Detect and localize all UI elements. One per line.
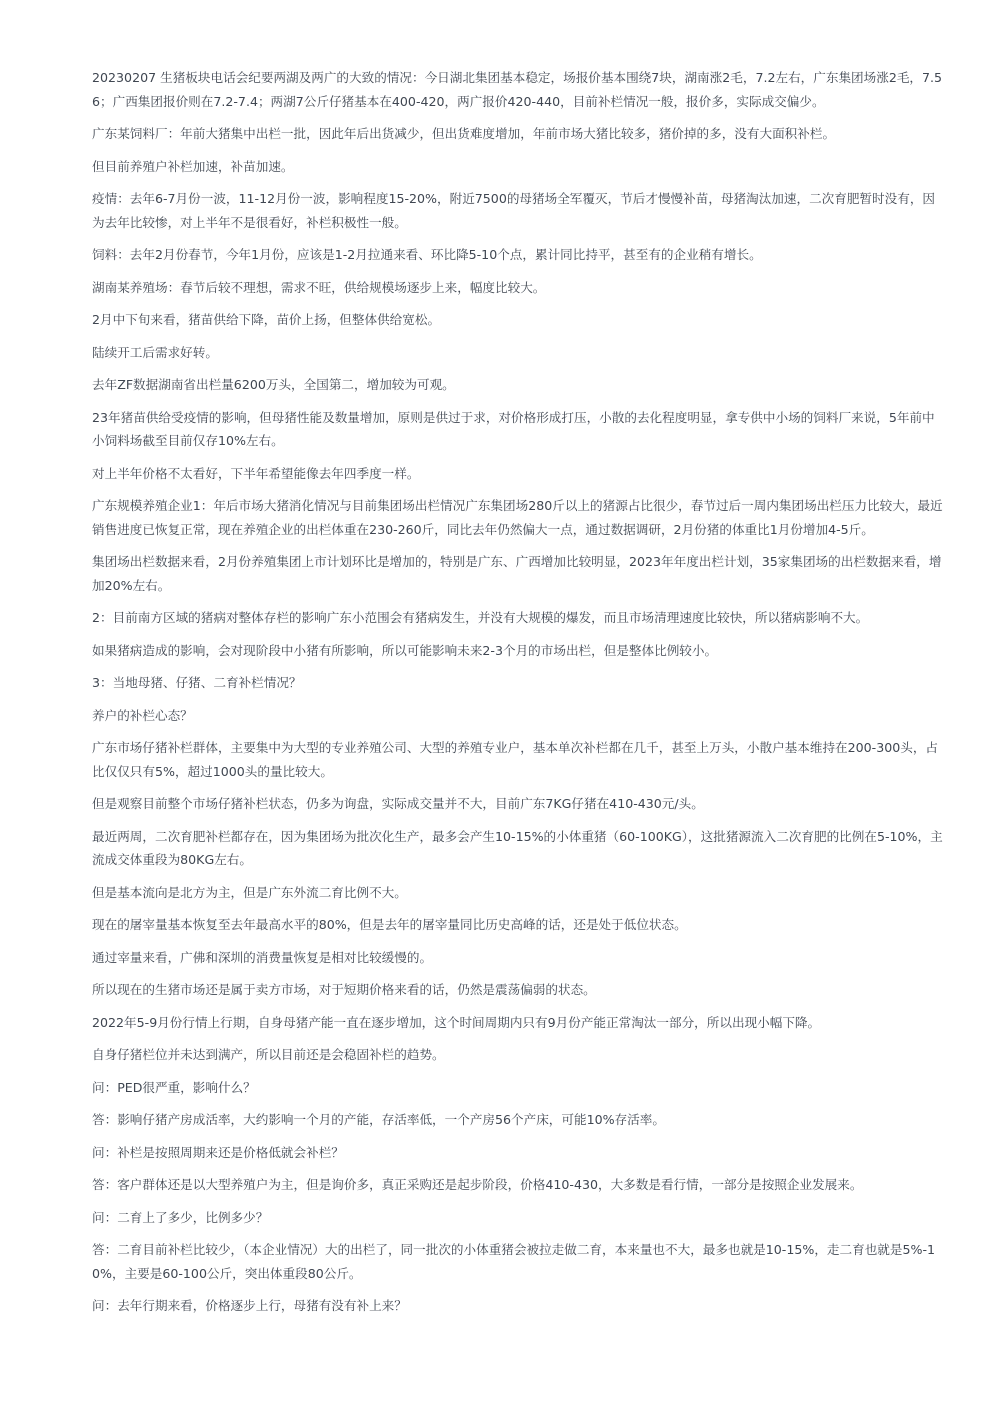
paragraph: 23年猪苗供给受疫情的影响，但母猪性能及数量增加，原则是供过于求，对价格形成打压，小散的去化程度明显，拿专供中小场的饲料厂来说，5年前中小饲料场截至目前仅存10%左右。 bbox=[92, 409, 935, 448]
paragraph: 疫情：去年6-7月份一波，11-12月份一波，影响程度15-20%，附近7500的母猪场全军覆灭，节后才慢慢补苗，母猪淘汰加速，二次育肥暂时没有，因为去年比较惨，对上半年不是很看好，补栏积极性一般。 bbox=[92, 191, 936, 230]
paragraph: 自身仔猪栏位并未达到满产，所以目前还是会稳固补栏的趋势。 bbox=[92, 1047, 445, 1062]
paragraph: 所以现在的生猪市场还是属于卖方市场，对于短期价格来看的话，仍然是震荡偏弱的状态。 bbox=[92, 982, 596, 997]
paragraph: 养户的补栏心态？ bbox=[92, 707, 193, 723]
paragraph: 去年ZF数据湖南省出栏量6200万头，全国第二，增加较为可观。 bbox=[92, 377, 455, 392]
paragraph: 饲料：去年2月份春节，今年1月份，应该是1-2月拉通来看、环比降5-10个点，累计同比持平，甚至有的企业稍有增长。 bbox=[92, 247, 762, 262]
paragraph: 但是基本流向是北方为主，但是广东外流二育比例不大。 bbox=[92, 884, 407, 900]
paragraph: 对上半年价格不太看好，下半年希望能像去年四季度一样。 bbox=[92, 465, 420, 481]
paragraph: 陆续开工后需求好转。 bbox=[92, 344, 218, 360]
paragraph: 广东市场仔猪补栏群体，主要集中为大型的专业养殖公司、大型的养殖专业户，基本单次补栏都在几千，甚至上万头，小散户基本维持在200-300头，占比仅仅只有5%，超过1000头的量比较大。 bbox=[92, 740, 939, 779]
paragraph: 最近两周，二次育肥补栏都存在，因为集团场为批次化生产，最多会产生10-15%的小体重猪（60-100KG），这批猪源流入二次育肥的比例在5-10%，主流成交体重段为80KG左右。 bbox=[92, 828, 943, 867]
paragraph: 2月中下旬来看，猪苗供给下降，苗价上扬，但整体供给宽松。 bbox=[92, 312, 441, 327]
paragraph: 广东某饲料厂：年前大猪集中出栏一批，因此年后出货减少，但出货难度增加，年前市场大猪比较多，猪价掉的多，没有大面积补栏。 bbox=[92, 126, 836, 141]
paragraph: 但目前养殖户补栏加速，补苗加速。 bbox=[92, 158, 294, 174]
paragraph: 广东规模养殖企业1：年后市场大猪消化情况与目前集团场出栏情况广东集团场280斤以上的猪源占比很少，春节过后一周内集团场出栏压力比较大，最近销售进度已恢复正常，现在养殖企业的出栏体重在230-260斤，同比去年仍然偏大一点，通过数据调研，2月份猪的体重比1月份增加4-5斤。 bbox=[92, 498, 943, 537]
paragraph: 2022年5-9月份行情上行期，自身母猪产能一直在逐步增加，这个时间周期内只有9月份产能正常淘汰一部分，所以出现小幅下降。 bbox=[92, 1014, 821, 1030]
paragraph: 通过宰量来看，广佛和深圳的消费量恢复是相对比较缓慢的。 bbox=[92, 949, 433, 965]
paragraph: 如果猪病造成的影响，会对现阶段中小猪有所影响，所以可能影响未来2-3个月的市场出栏，但是整体比例较小。 bbox=[92, 642, 718, 658]
paragraph: 2：目前南方区域的猪病对整体存栏的影响广东小范围会有猪病发生，并没有大规模的爆发，而且市场清理速度比较快，所以猪病影响不大。 bbox=[92, 610, 869, 625]
question: 问：PED很严重，影响什么？ bbox=[92, 1079, 256, 1095]
paragraph: 湖南某养殖场：春节后较不理想，需求不旺，供给规模场逐步上来，幅度比较大。 bbox=[92, 279, 546, 295]
question: 问：补栏是按照周期来还是价格低就会补栏？ bbox=[92, 1144, 344, 1160]
paragraph: 20230207 生猪板块电话会纪要两湖及两广的大致的情况：今日湖北集团基本稳定，场报价基本围绕7块，湖南涨2毛，7.2左右，广东集团场涨2毛，7.56；广西集团报价则在7.2-7.4；两湖7公斤仔猪基本在400-420，两广报价420-440，目前补栏情况一般，报价多，实际成交偏少。 bbox=[92, 70, 943, 109]
paragraph: 但是观察目前整个市场仔猪补栏状态，仍多为询盘，实际成交量并不大，目前广东7KG仔猪在410-430元/头。 bbox=[92, 796, 704, 811]
paragraph: 现在的屠宰量基本恢复至去年最高水平的80%，但是去年的屠宰量同比历史高峰的话，还是处于低位状态。 bbox=[92, 917, 687, 932]
answer: 答：客户群体还是以大型养殖户为主，但是询价多，真正采购还是起步阶段，价格410-430，大多数是看行情，一部分是按照企业发展来。 bbox=[92, 1177, 863, 1192]
question: 问：去年行期来看，价格逐步上行，母猪有没有补上来？ bbox=[92, 1298, 407, 1313]
paragraph: 3：当地母猪、仔猪、二育补栏情况？ bbox=[92, 675, 302, 690]
answer: 答：影响仔猪产房成活率，大约影响一个月的产能，存活率低，一个产房56个产床，可能10%存活率。 bbox=[92, 1112, 665, 1127]
document-page bbox=[92, 66, 944, 1327]
answer: 答：二育目前补栏比较少，（本企业情况）大的出栏了，同一批次的小体重猪会被拉走做二育，本来量也不大，最多也就是10-15%，走二育也就是5%-10%，主要是60-100公斤，突出体重段80公斤。 bbox=[92, 1242, 936, 1281]
paragraph: 集团场出栏数据来看，2月份养殖集团上市计划环比是增加的，特别是广东、广西增加比较明显，2023年年度出栏计划，35家集团场的出栏数据来看，增加20%左右。 bbox=[92, 554, 942, 593]
question: 问：二育上了多少，比例多少？ bbox=[92, 1209, 269, 1225]
